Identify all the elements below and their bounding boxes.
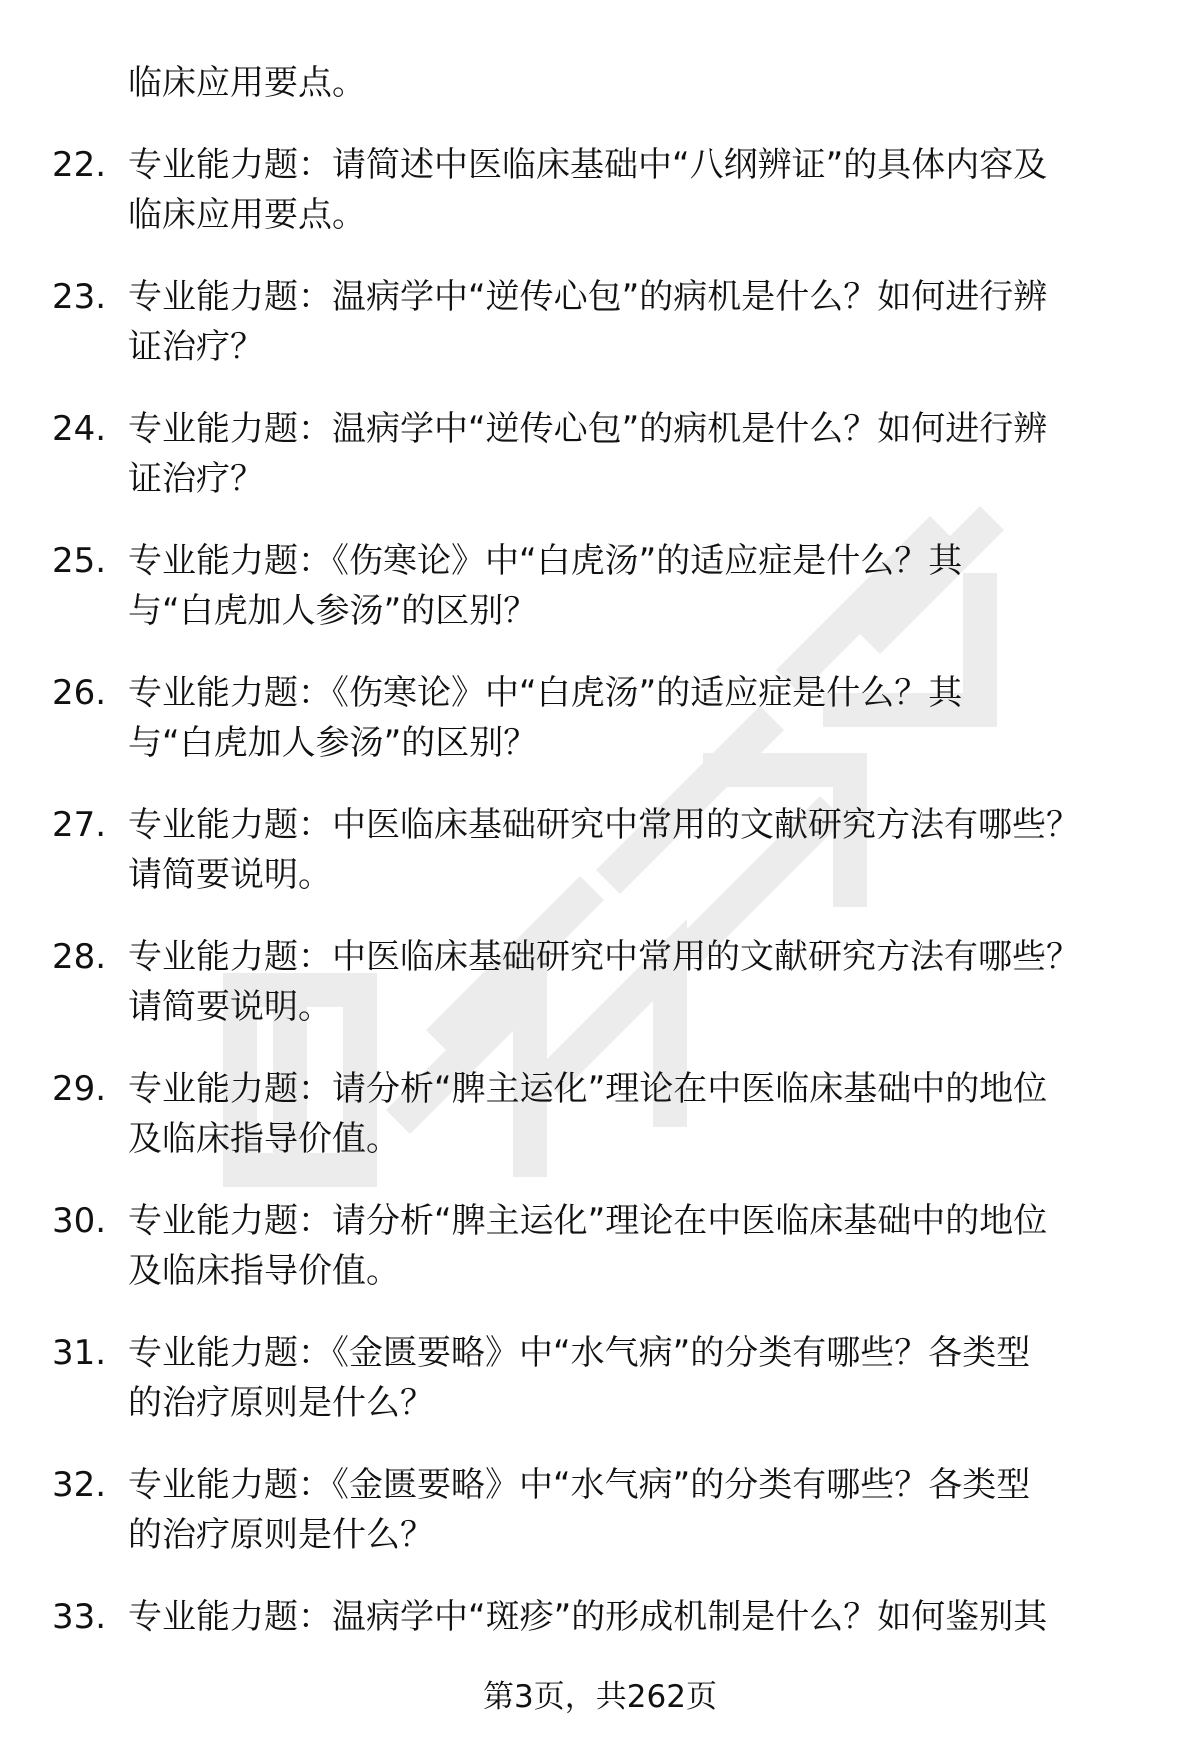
question-number: 22.: [52, 145, 107, 185]
question-text: [128, 272, 1148, 372]
question-line: 的治疗原则是什么？: [128, 1383, 434, 1423]
question-line: 专业能力题：中医临床基础研究中常用的文献研究方法有哪些？: [128, 937, 1080, 977]
question-number: 29.: [52, 1069, 107, 1109]
question-line: 专业能力题：请简述中医临床基础中“八纲辨证”的具体内容及: [128, 145, 1048, 185]
question-line: 专业能力题：温病学中“逆传心包”的病机是什么？如何进行辨: [128, 409, 1048, 449]
question-line: 专业能力题：《伤寒论》中“白虎汤”的适应症是什么？其: [128, 541, 963, 581]
question-number: 33.: [52, 1597, 107, 1637]
question-line: 专业能力题：中医临床基础研究中常用的文献研究方法有哪些？: [128, 805, 1080, 845]
question-line: 专业能力题：《伤寒论》中“白虎汤”的适应症是什么？其: [128, 673, 963, 713]
question-item: [0, 1196, 1200, 1328]
question-text: [128, 800, 1148, 900]
question-item: [0, 404, 1200, 536]
question-number: 25.: [52, 541, 107, 581]
question-list: [0, 140, 1200, 1724]
page-footer: 第3页，共262页: [483, 1679, 717, 1715]
question-line: 与“白虎加人参汤”的区别？: [128, 723, 538, 763]
question-text: [128, 1196, 1148, 1296]
question-line: 专业能力题：温病学中“逆传心包”的病机是什么？如何进行辨: [128, 277, 1048, 317]
question-text: [128, 1064, 1148, 1164]
question-text: [128, 1460, 1148, 1560]
question-item: [0, 1064, 1200, 1196]
question-text: [128, 140, 1148, 240]
question-number: 30.: [52, 1201, 107, 1241]
question-number: 23.: [52, 277, 107, 317]
question-line: 临床应用要点。: [128, 195, 366, 235]
question-number: 31.: [52, 1333, 107, 1373]
question-line: 证治疗？: [128, 459, 264, 499]
question-item: [0, 1328, 1200, 1460]
question-line: 及临床指导价值。: [128, 1251, 400, 1291]
question-text: [128, 668, 1148, 768]
question-line: 证治疗？: [128, 327, 264, 367]
question-number: 24.: [52, 409, 107, 449]
question-line: 的治疗原则是什么？: [128, 1515, 434, 1555]
continuation-text: 临床应用要点。: [128, 63, 366, 103]
question-line: 及临床指导价值。: [128, 1119, 400, 1159]
question-line: 专业能力题：《金匮要略》中“水气病”的分类有哪些？各类型: [128, 1333, 1031, 1373]
question-number: 27.: [52, 805, 107, 845]
question-item: [0, 272, 1200, 404]
question-line: 专业能力题：《金匮要略》中“水气病”的分类有哪些？各类型: [128, 1465, 1031, 1505]
question-line: 专业能力题：温病学中“斑疹”的形成机制是什么？如何鉴别其: [128, 1597, 1048, 1637]
question-line: 与“白虎加人参汤”的区别？: [128, 591, 538, 631]
question-line: 专业能力题：请分析“脾主运化”理论在中医临床基础中的地位: [128, 1201, 1048, 1241]
question-item: [0, 1460, 1200, 1592]
question-item: [0, 668, 1200, 800]
question-number: 32.: [52, 1465, 107, 1505]
question-text: [128, 404, 1148, 504]
question-item: [0, 932, 1200, 1064]
question-item: [0, 536, 1200, 668]
question-text: [128, 932, 1148, 1032]
question-line: 请简要说明。: [128, 855, 332, 895]
question-text: [128, 536, 1148, 636]
question-number: 26.: [52, 673, 107, 713]
question-item: [0, 140, 1200, 272]
question-text: [128, 1328, 1148, 1428]
question-number: 28.: [52, 937, 107, 977]
question-text: [128, 1592, 1148, 1642]
question-line: 请简要说明。: [128, 987, 332, 1027]
question-line: 专业能力题：请分析“脾主运化”理论在中医临床基础中的地位: [128, 1069, 1048, 1109]
question-item: [0, 800, 1200, 932]
